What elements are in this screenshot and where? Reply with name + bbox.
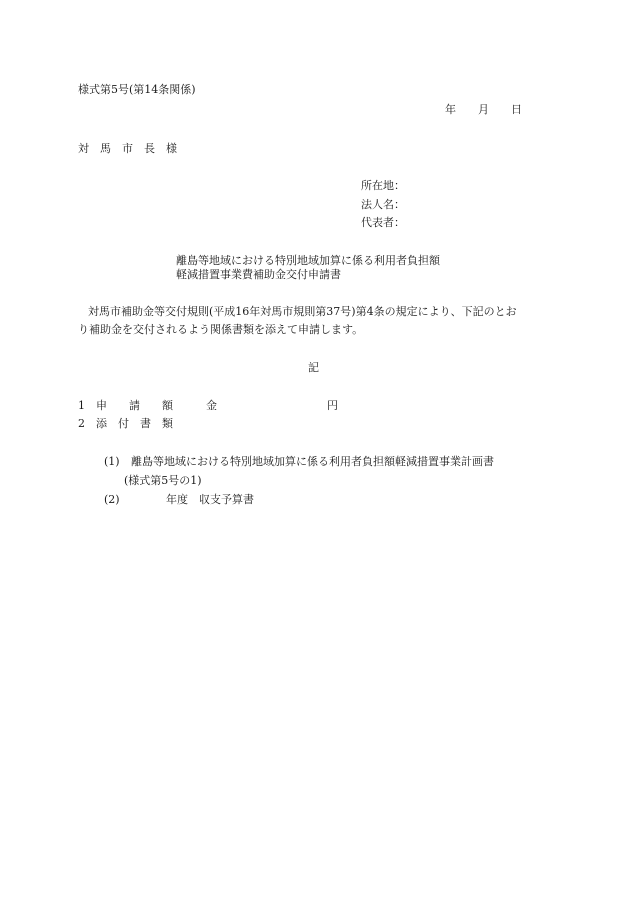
attachment-1-text: 離島等地域における特別地域加算に係る利用者負担額軽減措置事業計画書 — [131, 455, 494, 468]
attachment-2-number: (2) — [104, 493, 120, 506]
ki-heading: 記 — [308, 361, 319, 374]
attachment-1-number: (1) — [104, 455, 120, 468]
addressee: 対 馬 市 長 様 — [78, 142, 177, 155]
form-number-label: 様式第5号(第14条関係) — [78, 83, 196, 96]
body-line-2: り補助金を交付されるよう関係書類を添えて申請します。 — [78, 323, 364, 336]
corporation-name-label: 法人名： — [361, 198, 405, 211]
item-application-amount: 1 申 請 額 金 円 — [78, 399, 338, 412]
title-line-2: 軽減措置事業費補助金交付申請書 — [176, 268, 341, 281]
attachment-1-subtext: (様式第5号の1) — [124, 474, 202, 487]
date-line: 年 月 日 — [445, 103, 522, 116]
location-label: 所在地： — [361, 179, 405, 192]
body-line-1: 対馬市補助金等交付規則(平成16年対馬市規則第37号)第4条の規定により、下記のとお — [88, 305, 517, 318]
representative-label: 代表者： — [361, 216, 405, 229]
item-attachments: 2 添 付 書 類 — [78, 417, 173, 430]
title-line-1: 離島等地域における特別地域加算に係る利用者負担額 — [176, 254, 440, 267]
attachment-2-text: 年度 収支予算書 — [166, 493, 254, 506]
